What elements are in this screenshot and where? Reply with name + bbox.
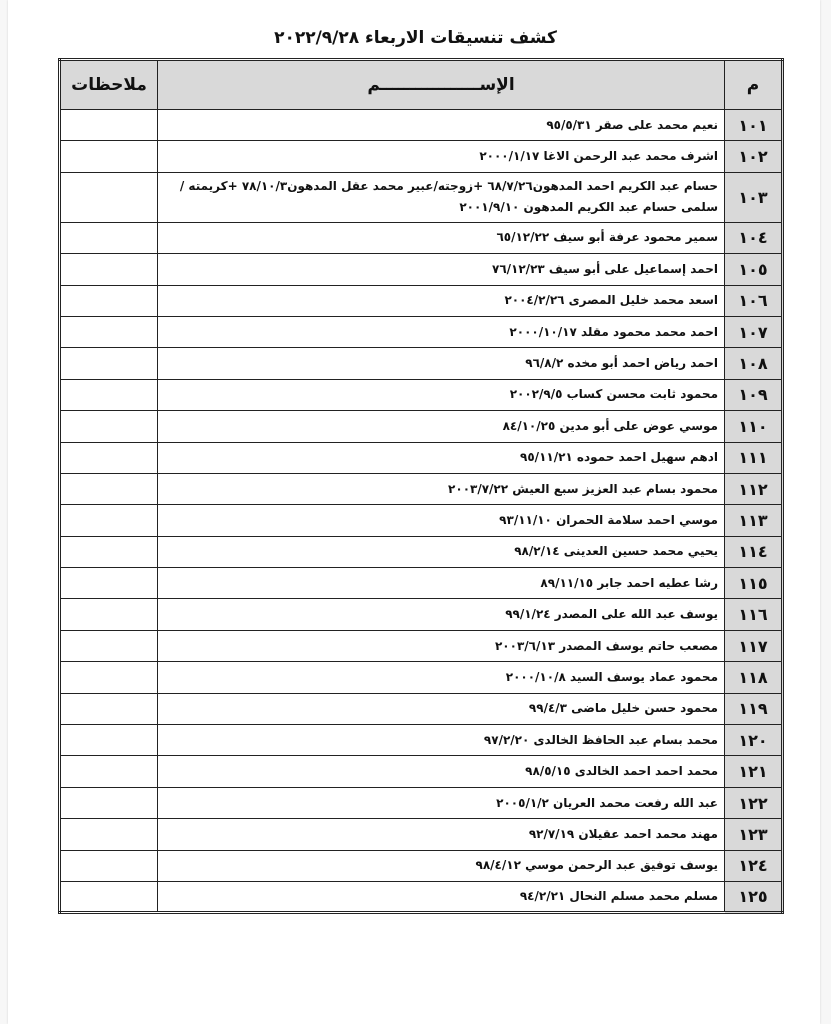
row-notes [60, 881, 158, 912]
row-name: موسي احمد سلامة الحمران ٩٣/١١/١٠ [158, 505, 725, 536]
table-row [60, 473, 783, 504]
table-row [60, 599, 783, 630]
table-row [60, 348, 783, 379]
row-number: ١٢٣ [725, 819, 783, 850]
page-title: كشف تنسيقات الاربعاء ٢٠٢٢/٩/٢٨ [274, 28, 557, 48]
row-number: ١٠٤ [725, 222, 783, 253]
row-number: ١١٦ [725, 599, 783, 630]
row-name: سمير محمود عرفة أبو سيف ٦٥/١٢/٢٢ [158, 222, 725, 253]
table-row [60, 630, 783, 661]
row-name: مسلم محمد مسلم النحال ٩٤/٢/٢١ [158, 881, 725, 912]
row-number: ١١٠ [725, 411, 783, 442]
row-number: ١٢١ [725, 756, 783, 787]
table-row [60, 756, 783, 787]
row-number: ١٠٧ [725, 316, 783, 347]
row-name: احمد محمد محمود مقلد ٢٠٠٠/١٠/١٧ [158, 316, 725, 347]
row-notes [60, 850, 158, 881]
row-name: يوسف عبد الله على المصدر ٩٩/١/٢٤ [158, 599, 725, 630]
document-page [8, 0, 820, 1024]
row-notes [60, 141, 158, 172]
row-number: ١٢٥ [725, 881, 783, 912]
table-row [60, 141, 783, 172]
row-notes [60, 442, 158, 473]
row-notes [60, 505, 158, 536]
row-notes [60, 110, 158, 141]
row-number: ١١١ [725, 442, 783, 473]
table-row [60, 442, 783, 473]
row-name: مهند محمد احمد عقيلان ٩٢/٧/١٩ [158, 819, 725, 850]
row-number: ١١٧ [725, 630, 783, 661]
row-number: ١٠١ [725, 110, 783, 141]
row-notes [60, 599, 158, 630]
row-number: ١٠٢ [725, 141, 783, 172]
table-row [60, 254, 783, 285]
table-row [60, 222, 783, 253]
row-name: حسام عبد الكريم احمد المدهون٦٨/٧/٢٦ +زوجته/عبير محمد عقل المدهون٧٨/١٠/٣ +كريمته / سلمى حسام عبد الكريم المدهون ٢٠٠١/٩/١٠ [158, 172, 725, 222]
row-number: ١١٨ [725, 662, 783, 693]
table-row [60, 379, 783, 410]
row-number: ١٠٦ [725, 285, 783, 316]
row-number: ١٠٣ [725, 172, 783, 222]
row-name: عبد الله رفعت محمد العريان ٢٠٠٥/١/٢ [158, 787, 725, 818]
header-name: الإســـــــــــــــــم [158, 60, 725, 110]
row-number: ١١٣ [725, 505, 783, 536]
table-row [60, 505, 783, 536]
row-number: ١٢٤ [725, 850, 783, 881]
row-number: ١٠٩ [725, 379, 783, 410]
row-notes [60, 379, 158, 410]
row-name: يوسف توفيق عبد الرحمن موسي ٩٨/٤/١٢ [158, 850, 725, 881]
row-name: مصعب حاتم يوسف المصدر ٢٠٠٣/٦/١٣ [158, 630, 725, 661]
table-row [60, 110, 783, 141]
table-row [60, 172, 783, 222]
table-row [60, 881, 783, 912]
table-row [60, 787, 783, 818]
row-notes [60, 568, 158, 599]
row-number: ١٢٢ [725, 787, 783, 818]
row-notes [60, 473, 158, 504]
table-row [60, 819, 783, 850]
row-notes [60, 222, 158, 253]
table-row [60, 536, 783, 567]
row-name: محمود بسام عبد العزيز سبع العيش ٢٠٠٣/٧/٢٢ [158, 473, 725, 504]
header-notes: ملاحظات [60, 60, 158, 110]
table-row [60, 285, 783, 316]
table-header-row [60, 60, 783, 110]
row-name: محمد احمد احمد الخالدى ٩٨/٥/١٥ [158, 756, 725, 787]
row-name: اشرف محمد عبد الرحمن الاغا ٢٠٠٠/١/١٧ [158, 141, 725, 172]
table-row [60, 568, 783, 599]
table-row [60, 411, 783, 442]
row-number: ١٢٠ [725, 725, 783, 756]
row-notes [60, 725, 158, 756]
row-notes [60, 285, 158, 316]
table-row [60, 850, 783, 881]
table-row [60, 316, 783, 347]
row-number: ١١٥ [725, 568, 783, 599]
row-number: ١١٤ [725, 536, 783, 567]
row-name: محمد بسام عبد الحافظ الخالدى ٩٧/٢/٢٠ [158, 725, 725, 756]
row-name: محمود عماد يوسف السيد ٢٠٠٠/١٠/٨ [158, 662, 725, 693]
row-number: ١٠٨ [725, 348, 783, 379]
row-name: يحيي محمد حسين العدينى ٩٨/٢/١٤ [158, 536, 725, 567]
row-notes [60, 536, 158, 567]
row-name: رشا عطيه احمد جابر ٨٩/١١/١٥ [158, 568, 725, 599]
row-name: ادهم سهيل احمد حموده ٩٥/١١/٢١ [158, 442, 725, 473]
row-name: محمود حسن خليل ماضى ٩٩/٤/٣ [158, 693, 725, 724]
row-notes [60, 756, 158, 787]
row-notes [60, 630, 158, 661]
row-notes [60, 316, 158, 347]
row-notes [60, 254, 158, 285]
row-number: ١٠٥ [725, 254, 783, 285]
table-body [60, 110, 783, 913]
table-row [60, 693, 783, 724]
row-notes [60, 172, 158, 222]
row-notes [60, 787, 158, 818]
names-table [58, 58, 784, 914]
row-name: نعيم محمد على صقر ٩٥/٥/٣١ [158, 110, 725, 141]
row-name: موسي عوض على أبو مدين ٨٤/١٠/٢٥ [158, 411, 725, 442]
row-name: محمود ثابت محسن كساب ٢٠٠٢/٩/٥ [158, 379, 725, 410]
row-notes [60, 411, 158, 442]
header-number: م [725, 60, 783, 110]
row-name: اسعد محمد خليل المصرى ٢٠٠٤/٢/٢٦ [158, 285, 725, 316]
row-name: احمد رياض احمد أبو مخده ٩٦/٨/٢ [158, 348, 725, 379]
table-row [60, 725, 783, 756]
row-notes [60, 693, 158, 724]
row-name: احمد إسماعيل على أبو سيف ٧٦/١٢/٢٣ [158, 254, 725, 285]
row-notes [60, 662, 158, 693]
row-number: ١١٢ [725, 473, 783, 504]
row-notes [60, 348, 158, 379]
table-row [60, 662, 783, 693]
row-notes [60, 819, 158, 850]
row-number: ١١٩ [725, 693, 783, 724]
